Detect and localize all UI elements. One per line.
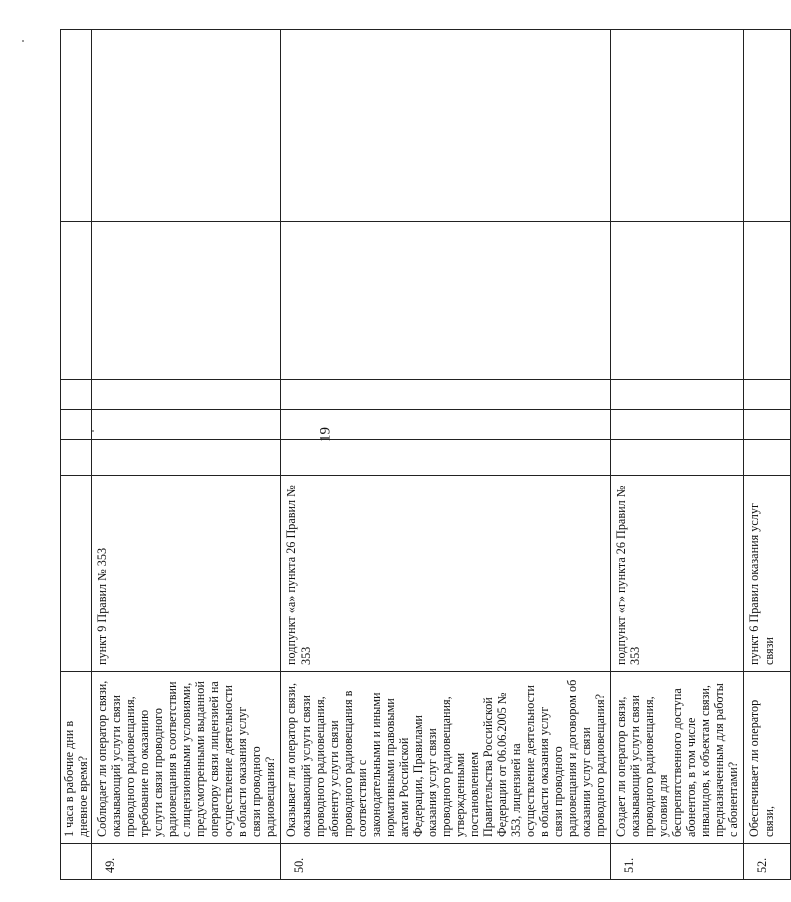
empty-cell: [611, 30, 744, 222]
question-cell: Создает ли оператор связи, оказывающий услуги связи проводного радиовещания, условия для беспрепятственного доступа абонентов, в том числе инвалидов, к объектам связи, предназначенным для работы с абонентами?: [611, 672, 744, 844]
empty-cell: [281, 30, 611, 222]
scan-speck: [92, 430, 94, 432]
empty-cell: [61, 440, 92, 476]
table-row: [61, 30, 92, 880]
table-row: [281, 30, 611, 880]
empty-cell: [92, 30, 281, 222]
table-row: [611, 30, 744, 880]
empty-cell: [611, 380, 744, 410]
empty-cell: [281, 380, 611, 410]
row-number-text: 52.: [755, 857, 770, 873]
reference-cell: подпункт «г» пункта 26 Правил № 353: [611, 476, 744, 672]
reference-cell: пункт 9 Правил № 353: [92, 476, 281, 672]
scan-speck: [22, 40, 24, 42]
table-row: [744, 30, 791, 880]
rotated-page-content: [60, 30, 776, 880]
row-number-text: 49.: [103, 857, 118, 873]
empty-cell: [744, 380, 791, 410]
empty-cell: [61, 30, 92, 222]
empty-cell: [61, 380, 92, 410]
row-number: [611, 844, 744, 880]
empty-cell: [281, 222, 611, 380]
question-cell: Соблюдает ли оператор связи, оказывающий услуги связи проводного радиовещания, требование по оказанию услуги связи проводного радиовещания в соответствии с лицензионными условиями, предусмотренными выданной оператору связи лицензией на осуществление деятельности в области оказания услуг связи проводного радиовещания?: [92, 672, 281, 844]
table-row: [92, 30, 281, 880]
empty-cell: [61, 410, 92, 440]
question-cell: Обеспечивает ли оператор связи,: [744, 672, 791, 844]
empty-cell: [744, 30, 791, 222]
checklist-table: [60, 29, 791, 880]
question-cell: Оказывает ли оператор связи, оказывающий услуги связи проводного радиовещания, абоненту услуги связи проводного радиовещания в соответствии с законодательными и иными нормативными правовыми актами Российской Федерации, Правилами оказания услуг связи проводного радиовещания, утвержденными постановлением Правительства Российской Федерации от 06.06.2005 № 353, лицензией на осуществление деятельности в области оказания услуг связи проводного радиовещания и договором об оказании услуг связи проводного радиовещания?: [281, 672, 611, 844]
empty-cell: [744, 410, 791, 440]
empty-cell: [61, 222, 92, 380]
page-number: 19: [317, 427, 334, 442]
empty-cell: [744, 222, 791, 380]
empty-cell: [281, 410, 611, 440]
reference-cell: подпункт «а» пункта 26 Правил № 353: [281, 476, 611, 672]
empty-cell: [281, 440, 611, 476]
empty-cell: [92, 222, 281, 380]
question-cell: 1 часа в рабочие дни в дневное время?: [61, 672, 92, 844]
row-number: [281, 844, 611, 880]
empty-cell: [611, 440, 744, 476]
row-number: [744, 844, 791, 880]
row-number-text: 51.: [622, 857, 637, 873]
row-number: [61, 844, 92, 880]
empty-cell: [744, 440, 791, 476]
empty-cell: [611, 410, 744, 440]
reference-cell: [61, 476, 92, 672]
row-number: [92, 844, 281, 880]
empty-cell: [92, 410, 281, 440]
reference-cell: пункт 6 Правил оказания услуг связи: [744, 476, 791, 672]
empty-cell: [92, 440, 281, 476]
row-number-text: 50.: [292, 857, 307, 873]
empty-cell: [92, 380, 281, 410]
empty-cell: [611, 222, 744, 380]
